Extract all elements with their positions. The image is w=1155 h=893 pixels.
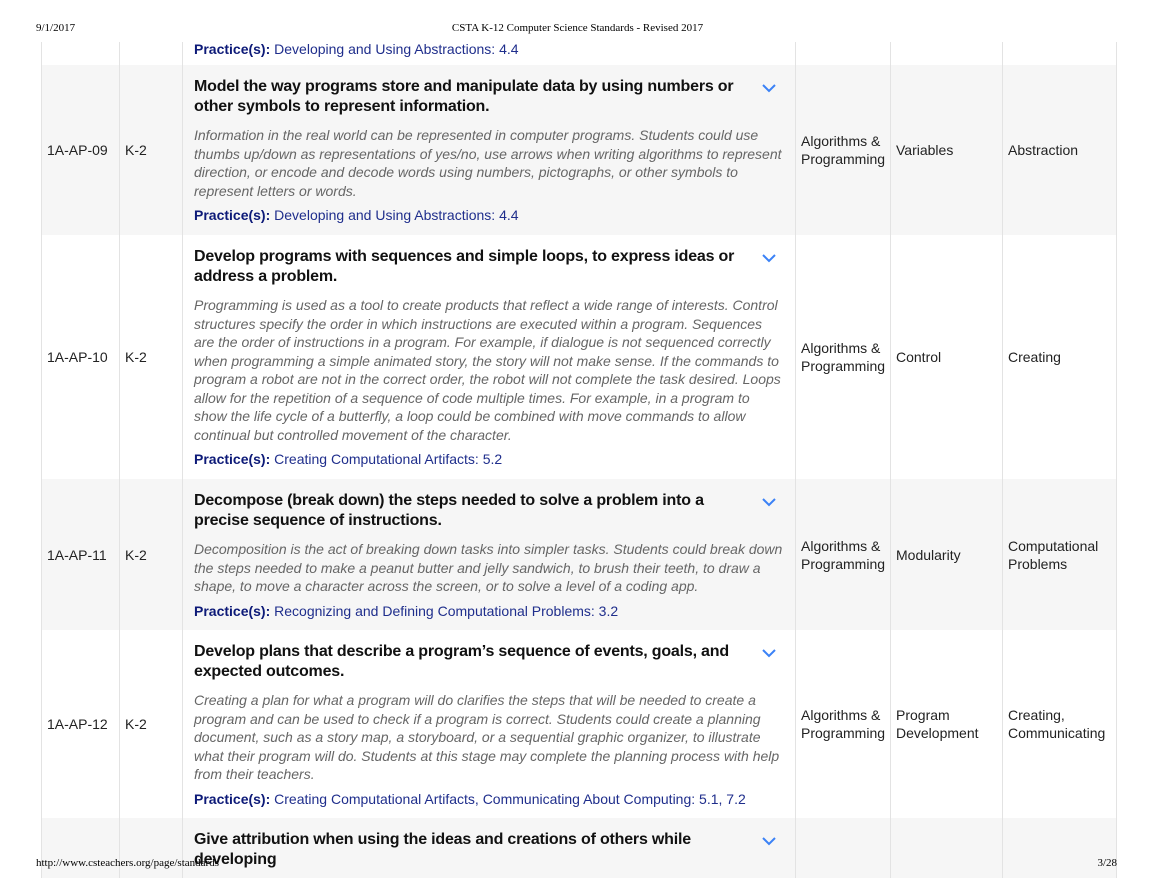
print-title: CSTA K-12 Computer Science Standards - Revised 2017 [451,22,704,34]
chevron-down-icon[interactable] [761,834,777,848]
grade-level: K-2 [120,630,183,818]
standard-id: 1A-AP-10 [42,235,120,479]
grade-level: K-2 [120,65,183,235]
table-row [42,479,1117,630]
clarification-text: Information in the real world can be represented in computer programs. Students could use thumbs up/down as representations of yes/no, use arrows when writing algorithms to represent direction, or encode and decode words using numbers, pictographs, or other symbols to represent letters or words. [194,127,782,199]
practice-label: Practice(s): [194,602,271,619]
practice-label: Practice(s): [194,207,271,223]
print-footer [0,857,1155,873]
chevron-down-icon[interactable] [761,81,777,95]
practice-value[interactable]: Creating Computational Artifacts: 5.2 [274,451,503,467]
practice-area-cell: Computational Problems [1003,479,1117,630]
standards-table [41,42,1117,878]
practice-value[interactable]: Developing and Using Abstractions: 4.4 [274,207,519,223]
subconcept-cell: Program Development [891,630,1003,818]
subconcept-cell: Control [891,235,1003,479]
table-row [42,65,1117,235]
standard-statement: Give attribution when using the ideas and creations of others while developing [194,831,691,868]
table-row-partial-top [42,42,1117,65]
table-row [42,235,1117,479]
practice-label: Practice(s): [194,451,271,467]
practice-value[interactable]: Recognizing and Defining Computational Problems: 3.2 [274,602,619,619]
grade-level: K-2 [120,235,183,479]
subconcept-cell: Variables [891,65,1003,235]
chevron-down-icon[interactable] [761,646,777,660]
practice-line [194,790,783,808]
print-header [0,22,1155,38]
standard-id: 1A-AP-11 [42,479,120,630]
standard-description [183,65,796,235]
practice-line [194,40,783,58]
practice-area-cell: Abstraction [1003,65,1117,235]
clarification-text: Programming is used as a tool to create products that reflect a wide range of interests. Control structures specify the order in which instructions are executed within a program. Sequences are the order of instructions in a program. For example, if dialogue is not sequenced correctly when programming a simple animated story, the story will not make sense. If the commands to program a robot are not in the correct order, the robot will not complete the task desired. Loops allow for the repetition of a sequence of code multiple times. For example, in a program to show the life cycle of a butterfly, a loop could be combined with move commands to allow continual but controlled movement of the character. [194,297,781,443]
standard-description [183,479,796,630]
standard-description [183,630,796,818]
print-page-number: 3/28 [1097,857,1117,869]
clarification-text: Creating a plan for what a program will do clarifies the steps that will be needed to create a program and can be used to check if a program is correct. Students could create a planning document, such as a story map, a storyboard, or a sequential graphic organizer, to illustrate what their program will do. Students at this stage may complete the planning process with help from their teachers. [194,692,780,782]
standard-header[interactable] [194,77,783,117]
standard-id: 1A-AP-09 [42,65,120,235]
practice-line [194,450,783,468]
chevron-down-icon[interactable] [761,495,777,509]
practice-label: Practice(s): [194,41,271,57]
clarification-text: Decomposition is the act of breaking down tasks into simpler tasks. Students could break down the steps needed to make a peanut butter and jelly sandwich, to brush their teeth, to draw a shape, to move a character across the screen, or to solve a level of a coding app. [194,541,783,594]
standard-statement: Develop plans that describe a program’s sequence of events, goals, and expected outcomes. [194,643,729,680]
grade-level: K-2 [120,479,183,630]
practice-label: Practice(s): [194,790,271,807]
concept-cell: Algorithms & Programming [796,630,891,818]
practice-line [194,602,783,620]
practice-area-cell: Creating [1003,235,1117,479]
table-row [42,630,1117,818]
standard-description [183,235,796,479]
chevron-down-icon[interactable] [761,251,777,265]
print-url: http://www.csteachers.org/page/standards [36,857,219,869]
practice-value[interactable]: Developing and Using Abstractions: 4.4 [274,41,519,57]
standard-statement: Decompose (break down) the steps needed to solve a problem into a precise sequence of instructions. [194,492,704,529]
standard-statement: Develop programs with sequences and simple loops, to express ideas or address a problem. [194,248,735,285]
standard-header[interactable] [194,247,783,287]
standard-header[interactable] [194,491,783,531]
standard-id: 1A-AP-12 [42,630,120,818]
print-date: 9/1/2017 [36,22,76,34]
subconcept-cell: Modularity [891,479,1003,630]
practice-line [194,206,783,224]
concept-cell: Algorithms & Programming [796,235,891,479]
standard-statement: Model the way programs store and manipulate data by using numbers or other symbols to represent information. [194,78,734,115]
practice-area-cell: Creating, Communicating [1003,630,1117,818]
concept-cell: Algorithms & Programming [796,479,891,630]
concept-cell: Algorithms & Programming [796,65,891,235]
standard-header[interactable] [194,642,783,682]
practice-value[interactable]: Creating Computational Artifacts, Communicating About Computing: 5.1, 7.2 [274,790,746,807]
